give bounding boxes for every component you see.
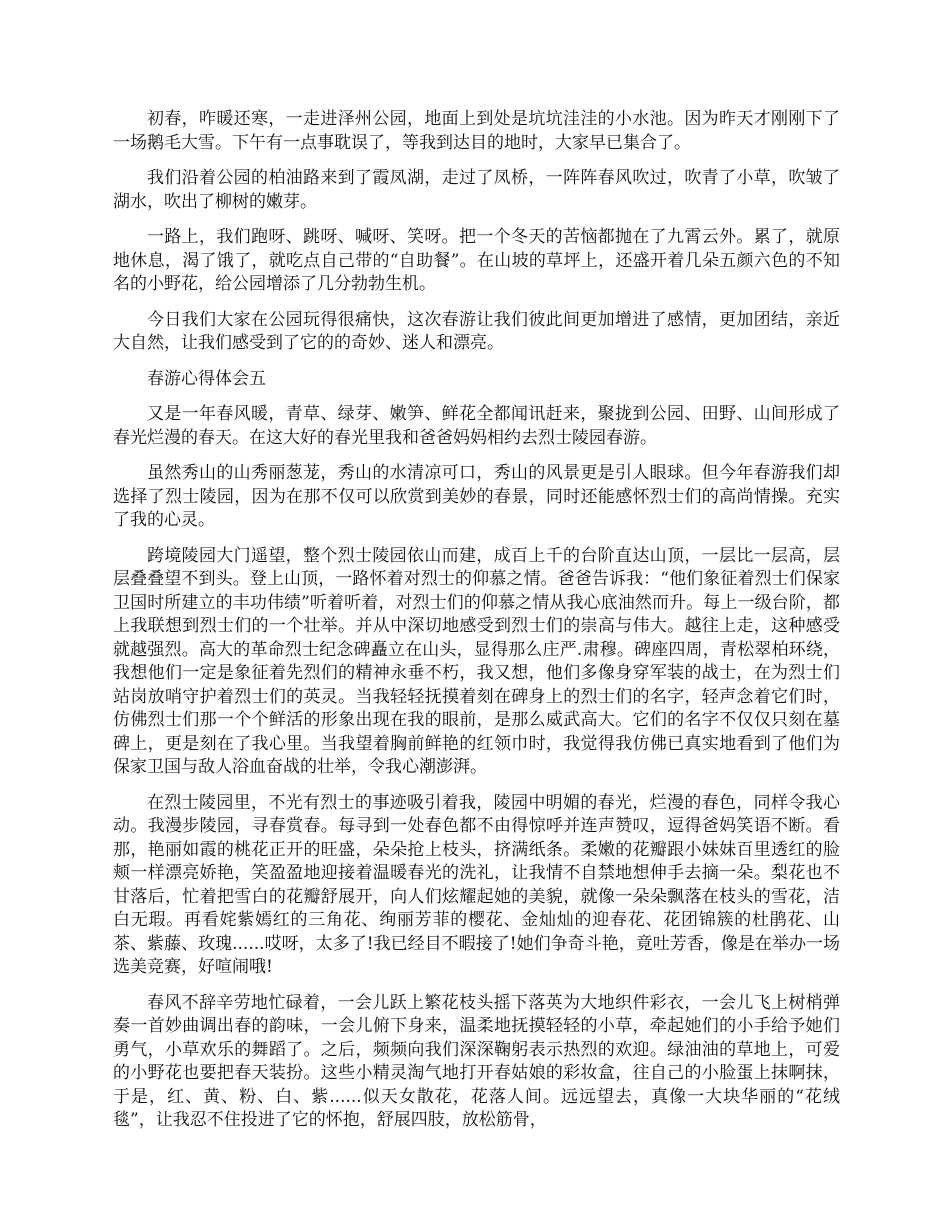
paragraph: 春风不辞辛劳地忙碌着，一会儿跃上繁花枝头摇下落英为大地织件彩衣，一会儿飞上树梢弹奏一首妙曲调出春的韵味，一会儿俯下身来，温柔地抚摸轻轻的小草，牵起她们的小手给予她们勇气，小草欢乐的舞蹈了。之后，频频向我们深深鞠躬表示热烈的欢迎。绿油油的草地上，可爱的小野花也要把春天装扮。这些小精灵淘气地打开春姑娘的彩妆盒，往自己的小脸蛋上抹啊抹，于是，红、黄、粉、白、紫......似天女散花，花落人间。远远望去，真像一大块华丽的“花绒毯”，让我忍不住投进了它的怀抱，舒展四肢，放松筋骨， [113, 992, 840, 1130]
paragraph: 一路上，我们跑呀、跳呀、喊呀、笑呀。把一个冬天的苦恼都抛在了九霄云外。累了，就原地休息，渴了饿了，就吃点自己带的“自助餐”。在山坡的草坪上，还盛开着几朵五颜六色的不知名的小野花，给公园增添了几分勃勃生机。 [113, 227, 840, 294]
paragraph: 在烈士陵园里，不光有烈士的事迹吸引着我，陵园中明媚的春光，烂漫的春色，同样令我心动。我漫步陵园，寻春赏春。每寻到一处春色都不由得惊呼并连声赞叹，逗得爸妈笑语不断。看那，艳丽如霞的桃花正开的旺盛，朵朵抢上枝头，挤满纸条。柔嫩的花瓣跟小妹妹百里透红的脸颊一样漂亮娇艳，笑盈盈地迎接着温暖春光的洗礼，让我情不自禁地想伸手去摘一朵。梨花也不甘落后，忙着把雪白的花瓣舒展开，向人们炫耀起她的美貌，就像一朵朵飘落在枝头的雪花，洁白无瑕。再看姹紫嫣红的三角花、绚丽芳菲的樱花、金灿灿的迎春花、花团锦簇的杜鹃花、山茶、紫藤、玫瑰......哎呀，太多了!我已经目不暇接了!她们争奇斗艳，竟吐芳香，像是在举办一场选美竞赛，好喧闹哦! [113, 792, 840, 977]
paragraph: 初春，咋暖还寒，一走进泽州公园，地面上到处是坑坑洼洼的小水池。因为昨天才刚刚下了一场鹅毛大雪。下午有一点事耽误了，等我到达目的地时，大家早已集合了。 [113, 109, 840, 153]
paragraph: 跨境陵园大门遥望，整个烈士陵园依山而建，成百上千的台阶直达山顶，一层比一层高，层层叠叠望不到头。登上山顶，一路怀着对烈士的仰慕之情。爸爸告诉我：“他们象征着烈士们保家卫国时所建立的丰功伟绩”听着听着，对烈士们的仰慕之情从我心底油然而升。每上一级台阶，都上我联想到烈士们的一个壮举。并从中深切地感受到烈士们的崇高与伟大。越往上走，这种感受就越强烈。高大的革命烈士纪念碑矗立在山头，显得那么庄严.肃穆。碑座四周，青松翠柏环绕，我想他们一定是象征着先烈们的精神永垂不朽，我又想，他们多像身穿军装的战士，在为烈士们站岗放哨守护着烈士们的英灵。当我轻轻抚摸着刻在碑身上的烈士们的名字，轻声念着它们时，仿佛烈士们那一个个鲜活的形象出现在我的眼前，是那么威武高大。它们的名字不仅仅只刻在墓碑上，更是刻在了我心里。当我望着胸前鲜艳的红领巾时，我觉得我仿佛已真实地看到了他们为保家卫国与敌人浴血奋战的壮举，令我心潮澎湃。 [113, 545, 840, 777]
section-heading: 春游心得体会五 [147, 368, 266, 389]
document-body [113, 108, 840, 1145]
paragraph: 又是一年春风暖，青草、绿芽、嫩笋、鲜花全都闻讯赶来，聚拢到公园、田野、山间形成了春光烂漫的春天。在这大好的春光里我和爸爸妈妈相约去烈士陵园春游。 [113, 404, 840, 448]
paragraph: 今日我们大家在公园玩得很痛快，这次春游让我们彼此间更加增进了感情，更加团结，亲近大自然，让我们感受到了它的的奇妙、迷人和漂亮。 [113, 309, 840, 353]
paragraph: 虽然秀山的山秀丽葱茏，秀山的水清凉可口，秀山的风景更是引人眼球。但今年春游我们却选择了烈士陵园，因为在那不仅可以欣赏到美妙的春景，同时还能感怀烈士们的高尚情操。充实了我的心灵。 [113, 463, 840, 530]
paragraph: 我们沿着公园的柏油路来到了霞凤湖，走过了凤桥，一阵阵春风吹过，吹青了小草，吹皱了湖水，吹出了柳树的嫩芽。 [113, 168, 840, 212]
